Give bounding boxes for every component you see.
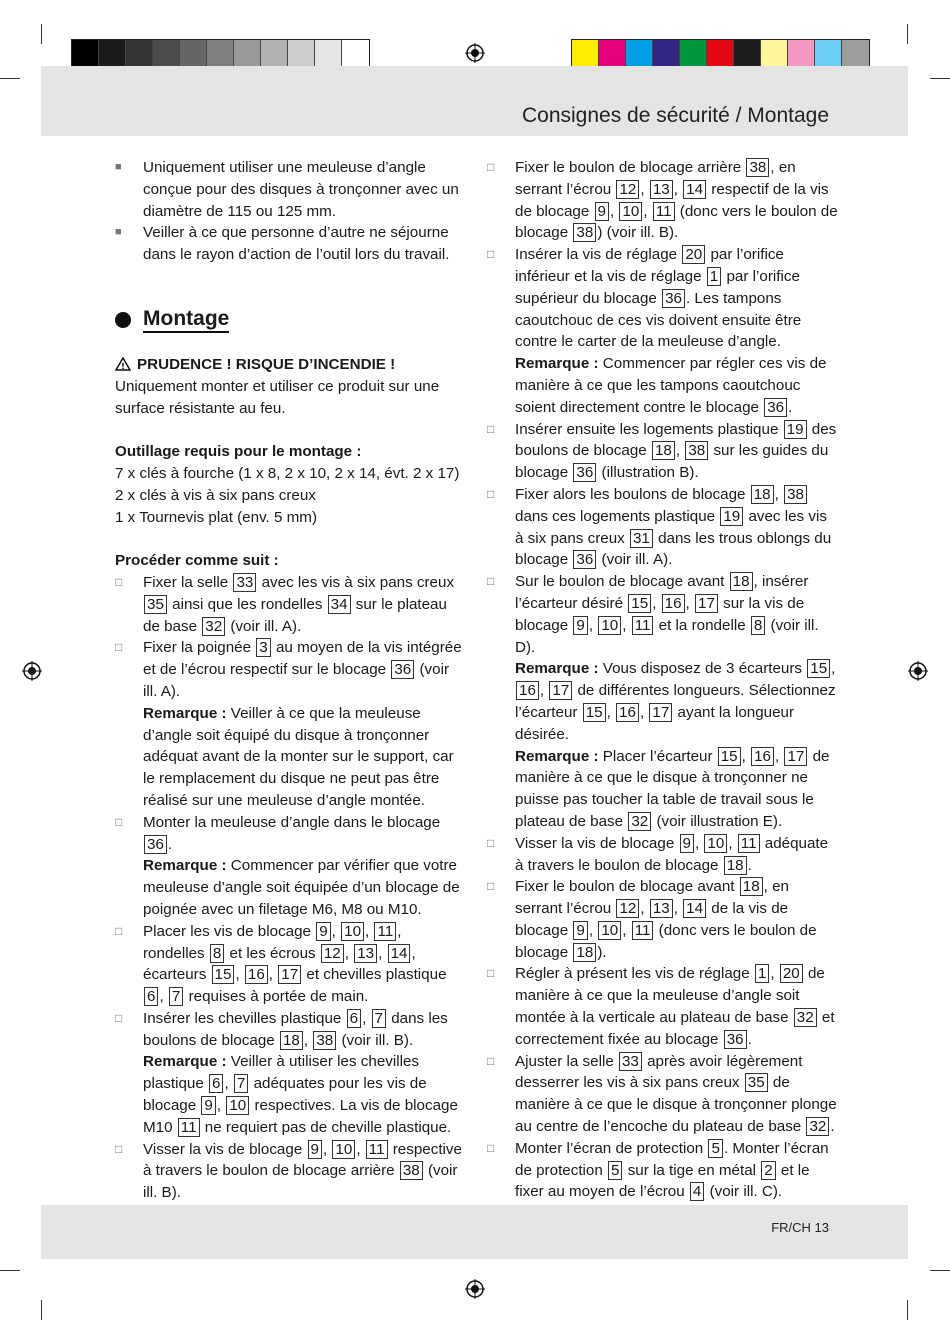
- color-swatch: [180, 40, 207, 67]
- checkbox-bullet-icon: □: [487, 421, 495, 436]
- checkbox-bullet-icon: □: [487, 1140, 495, 1155]
- crop-mark: [0, 1270, 20, 1271]
- color-swatch: [99, 40, 126, 67]
- process-color-bar: [571, 39, 870, 68]
- procedure-heading: Procéder comme suit :: [115, 552, 279, 570]
- registration-mark-icon: [908, 661, 928, 681]
- color-swatch: [207, 40, 234, 67]
- crop-mark: [930, 1270, 950, 1271]
- checkbox-bullet-icon: □: [487, 879, 495, 894]
- warning-triangle-icon: [115, 357, 131, 371]
- step-item: □ Insérer les chevilles plastique 6 , 7 dans les boulons de blocage 18 , 38 (voir ill. B).: [115, 1009, 448, 1049]
- checkbox-bullet-icon: □: [487, 966, 495, 981]
- tools-heading: Outillage requis pour le montage :: [115, 443, 362, 461]
- color-swatch: [788, 40, 815, 67]
- step-item: □ Fixer la selle 33 avec les vis à six pans creux 35 ainsi que les rondelles 34 sur le plateau de base 32 (voir ill. A).: [115, 573, 455, 635]
- remark: Remarque : Commencer par vérifier que votre meuleuse d’angle soit équipée d’un blocage de poignée avec un filetage M6, M8 ou M10.: [143, 857, 460, 918]
- section-heading: Montage: [115, 307, 465, 333]
- step-item: □ Visser la vis de blocage 9 , 10 , 11 respective à travers le boulon de blocage arrière 38 (voir ill. B).: [115, 1140, 462, 1202]
- crop-mark: [907, 24, 908, 44]
- registration-mark-icon: [465, 43, 485, 63]
- crop-mark: [0, 78, 20, 79]
- crop-mark: [41, 24, 42, 44]
- section-dot-icon: [115, 312, 131, 328]
- checkbox-bullet-icon: □: [487, 574, 495, 589]
- page-number: FR/CH 13: [771, 1220, 829, 1235]
- color-swatch: [599, 40, 626, 67]
- step-item: □ Placer les vis de blocage 9 , 10 , 11 , rondelles 8 et les écrous 12 , 13 , 14 , écarteurs 15 , 16 , 17 et chevilles plastique 6 , 7 requises à portée de main.: [115, 922, 447, 1006]
- right-column: [487, 157, 839, 1203]
- checkbox-bullet-icon: □: [115, 814, 123, 829]
- step-item: □ Fixer le boulon de blocage avant 18 , en serrant l’écrou 12 , 13 , 14 de la vis de blocage 9 , 10 , 11 (donc vers le boulon de blocage 18 ).: [487, 878, 817, 961]
- color-swatch: [680, 40, 707, 67]
- square-bullet-icon: ■: [115, 161, 122, 173]
- step-item: □ Sur le boulon de blocage avant 18 , insérer l’écarteur désiré 15 , 16 , 17 sur la vis de blocage 9 , 10 , 11 et la rondelle 8 (voir ill. D).: [487, 573, 819, 656]
- square-bullet-icon: ■: [115, 226, 122, 239]
- color-swatch: [288, 40, 315, 67]
- step-item: □ Fixer le boulon de blocage arrière 38 , en serrant l’écrou 12 , 13 , 14 respectif de la vis de blocage 9 , 10 , 11 (donc vers le boulon de blocage 38 ) (voir ill. B).: [487, 159, 838, 242]
- tools-line: 2 x clés à vis à six pans creux: [115, 486, 316, 504]
- checkbox-bullet-icon: □: [115, 640, 123, 655]
- color-swatch: [153, 40, 180, 67]
- crop-mark: [907, 1300, 908, 1320]
- step-item: □ Fixer alors les boulons de blocage 18 , 38 dans ces logements plastique 19 avec les vis à six pans creux 31 dans les trous oblongs du blocage 36 (voir ill. A).: [487, 485, 832, 569]
- crop-mark: [41, 1300, 42, 1320]
- color-swatch: [761, 40, 788, 67]
- step-item: □ Monter la meuleuse d’angle dans le blocage 36 .: [115, 813, 441, 853]
- tools-line: 7 x clés à fourche (1 x 8, 2 x 10, 2 x 14, évt. 2 x 17): [115, 464, 460, 482]
- warning-paragraph: ! PRUDENCE ! RISQUE D’INCENDIE ! Uniquement monter et utiliser ce produit sur une surface résistante au feu.: [115, 355, 440, 417]
- color-swatch: [342, 40, 369, 67]
- step-item: □ Insérer la vis de réglage 20 par l’orifice inférieur et la vis de réglage 1 par l’orifice supérieur du blocage 36 . Les tampons caoutchouc de ces vis doivent ensuite être contre le carter de la meuleuse d’angle.: [487, 246, 802, 351]
- remark: Remarque : Veiller à ce que la meuleuse d’angle soit équipé du disque à tronçonner adéquat avant de la monter sur le support, car le remplacement du disque ne peut pas être réalisé sur une meuleuse d’angle montée.: [143, 704, 454, 809]
- step-item: □ Visser la vis de blocage 9 , 10 , 11 adéquate à travers le boulon de blocage 18 .: [487, 834, 829, 874]
- checkbox-bullet-icon: □: [487, 247, 495, 262]
- color-swatch: [234, 40, 261, 67]
- remark: Remarque : Commencer par régler ces vis de manière à ce que les tampons caoutchouc soient directement contre le blocage 36 .: [515, 355, 827, 416]
- checkbox-bullet-icon: □: [487, 835, 495, 850]
- checkbox-bullet-icon: □: [487, 486, 495, 501]
- color-swatch: [572, 40, 599, 67]
- color-swatch: [626, 40, 653, 67]
- crop-mark: [930, 78, 950, 79]
- left-column: [115, 157, 465, 1204]
- checkbox-bullet-icon: □: [115, 1010, 123, 1025]
- color-swatch: [707, 40, 734, 67]
- checkbox-bullet-icon: □: [115, 1141, 123, 1156]
- color-swatch: [315, 40, 342, 67]
- registration-mark-icon: [22, 661, 42, 681]
- remark: Remarque : Veiller à utiliser les chevilles plastique 6 , 7 adéquates pour les vis de blocage 9 , 10 respectives. La vis de blocage M10 11 ne requiert pas de cheville plastique.: [143, 1053, 458, 1136]
- color-swatch: [72, 40, 99, 67]
- checkbox-bullet-icon: □: [115, 574, 123, 589]
- remark: Remarque : Vous disposez de 3 écarteurs 15 , 16 , 17 de différentes longueurs. Sélectionnez l’écarteur 15 , 16 , 17 ayant la longueur désirée.: [515, 660, 836, 743]
- color-swatch: [653, 40, 680, 67]
- step-item: □ Régler à présent les vis de réglage 1 , 20 de manière à ce que la meuleuse d’angle soit montée à la verticale au plateau de base 32 et correctement fixée au blocage 36 .: [487, 965, 835, 1048]
- step-item: □ Monter l’écran de protection 5 . Monter l’écran de protection 5 sur la tige en métal 2 et le fixer au moyen de l’écrou 4 (voir ill. C).: [487, 1139, 829, 1201]
- color-swatch: [734, 40, 761, 67]
- svg-text:!: !: [121, 361, 125, 371]
- list-item: ■ Veiller à ce que personne d’autre ne séjourne dans le rayon d’action de l’outil lors du travail.: [115, 224, 450, 264]
- color-swatch: [261, 40, 288, 67]
- color-swatch: [842, 40, 869, 67]
- gray-color-bar: [71, 39, 370, 68]
- step-item: □ Fixer la poignée 3 au moyen de la vis intégrée et de l’écrou respectif sur le blocage 36 (voir ill. A).: [115, 639, 462, 700]
- remark: Remarque : Placer l’écarteur 15 , 16 , 17 de manière à ce que le disque à tronçonner ne puisse pas toucher la table de travail sous le plateau de base 32 (voir illustration E).: [515, 747, 830, 830]
- tools-line: 1 x Tournevis plat (env. 5 mm): [115, 508, 318, 526]
- checkbox-bullet-icon: □: [115, 923, 123, 938]
- registration-mark-icon: [465, 1279, 485, 1299]
- checkbox-bullet-icon: □: [487, 160, 495, 174]
- page-title: Consignes de sécurité / Montage: [521, 104, 829, 127]
- checkbox-bullet-icon: □: [487, 1053, 495, 1068]
- color-swatch: [815, 40, 842, 67]
- step-item: □ Ajuster la selle 33 après avoir légèrement desserrer les vis à six pans creux 35 de manière à ce que le disque à tronçonner plonge au centre de l’encoche du plateau de base 32 .: [487, 1052, 837, 1136]
- color-swatch: [126, 40, 153, 67]
- list-item: ■ Uniquement utiliser une meuleuse d’angle conçue pour des disques à tronçonner avec un diamètre de 115 ou 125 mm.: [115, 159, 459, 220]
- step-item: □ Insérer ensuite les logements plastique 19 des boulons de blocage 18 , 38 sur les guides du blocage 36 (illustration B).: [487, 420, 837, 482]
